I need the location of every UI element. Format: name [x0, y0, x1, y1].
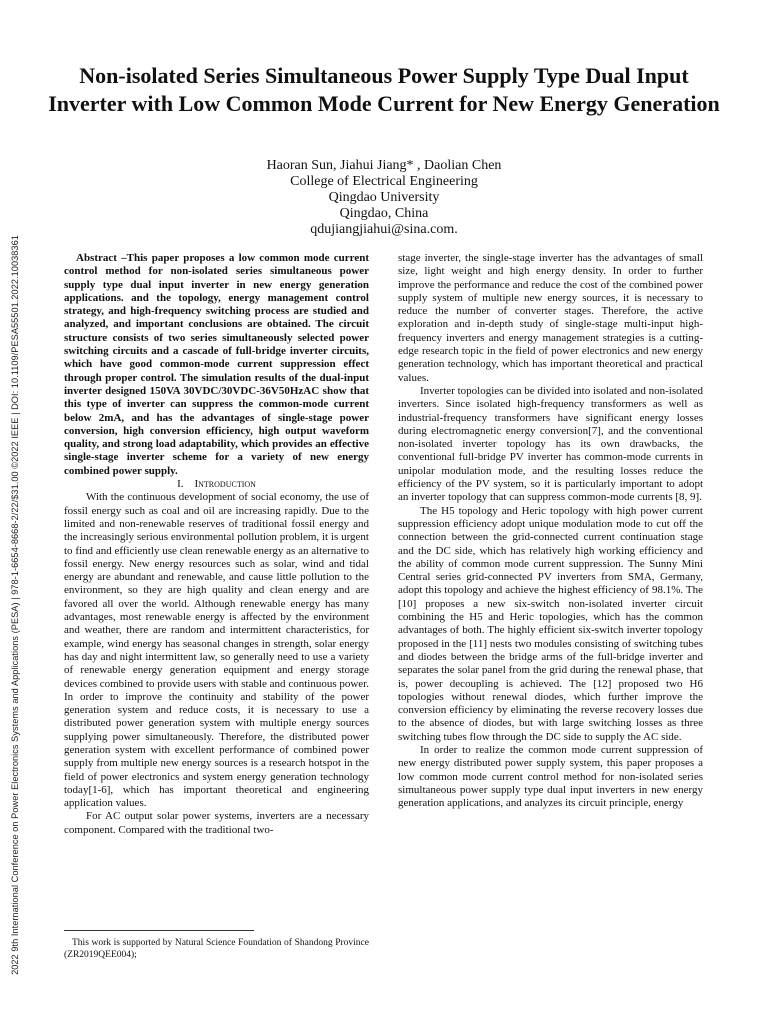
affiliation-college: College of Electrical Engineering: [290, 174, 478, 189]
affiliation-university: Qingdao University: [328, 190, 440, 205]
paragraph: With the continuous development of social economy, the use of fossil energy such as coal and oil are increasing rapidly. Due to the limited and non-renewable reserves of traditional fossil energy and the increasingly serious environmental pollution problem, it is urgent to find and efficiently use clean renewable energy as an alternative to fossil energy. New energy resources such as solar, wind and tidal energy are abundant and renewable, and cause little pollution to the environment, so they are high quality and clean energy and are favored all over the world. Although renewable energy has many advantages, most renewable energy is affected by the environment and weather, there are random and intermittent characteristics, for example, wind energy has seasonal changes in strength, solar energy has day and night intermittent law, so generally need to use a variety of renewable energy generation equipment and energy storage devices combined to provide users with stable and continuous power. In order to improve the continuity and stability of the power generation system and reduce costs, it is necessary to use a distributed power generation system with multiple energy sources supplying power simultaneously. Therefore, the distributed power generation system with excellent performance of combined power supply from multiple new energy sources is a research hotspot in the field of power electronics and system energy generation technology today[1-6], which has important theoretical and engineering application values.: [64, 491, 369, 810]
conference-citation: 2022 9th International Conference on Power Electronics Systems and Applications (PESA) | 978-1-6654-8668-2/22/$31.00 ©2022 IEEE | DOI: 10.1109/PESA55501.2022.10038361: [10, 235, 20, 975]
section-heading-introduction: [64, 478, 369, 491]
author-block: [184, 158, 584, 238]
affiliation-location: Qingdao, China: [339, 206, 429, 221]
footnote: This work is supported by Natural Science Foundation of Shandong Province (ZR2019QEE004);: [64, 938, 369, 960]
section-title: Introduction: [194, 478, 256, 491]
author-email: qdujiangjiahui@sina.com.: [310, 222, 458, 237]
paragraph: The H5 topology and Heric topology with high power current suppression efficiency adopt unique modulation mode to cut off the connection between the grid-connected current continuation stage and the DC side, which has relatively high working efficiency and the ability of common mode current suppression. The Sunny Mini Central series grid-connected PV inverters from SMA, Germany, adopt this topology and achieve the highest efficiency of 98.1%. The [10] proposes a new six-switch non-isolated inverter circuit combining the H5 and Heric topologies, which has the common advantages of both. The highly efficient six-switch inverter topology proposed in the [11] nests two modules consisting of switching tubes and diodes between the bridge arms of the full-bridge inverter and separates the solar panel from the grid during the renewal phase, that is, power decoupling is achieved. The [12] proposed two H6 topologies without renewal diodes, which further improve the conversion efficiency by eliminating the reverse recovery losses due to the absence of diodes, but with large switching losses as three switching tubes flow through the DC side to supply the AC side.: [398, 504, 703, 743]
section-number: I.: [177, 478, 184, 491]
paragraph: stage inverter, the single-stage inverter has the advantages of small size, light weight and high energy density. In order to further improve the performance and reduce the cost of the combined power supply system of multiple new energy sources, it is necessary to reduce the number of converter stages. Therefore, the active exploration and in-depth study of single-stage multi-input high-frequency inverters and energy management strategies is a cutting-edge research topic in the field of power electronics and new energy generation technology, which has important theoretical and practical values.: [398, 252, 703, 384]
left-column: [64, 252, 369, 837]
footnote-divider: [64, 930, 254, 931]
conference-sidebar: [8, 235, 22, 975]
paragraph: Inverter topologies can be divided into isolated and non-isolated inverters. Since isolated high-frequency transformers as well as industrial-frequency transformers have significant energy losses during electromagnetic energy conversion[7], and the conventional non-isolated inverter topology has its own drawbacks, the conventional full-bridge PV inverter has common-mode currents in unipolar modulation mode, and the resulting losses reduce the efficiency of the PV system, so it is particularly important to adopt an inverter topology that can suppress common-mode currents [8, 9].: [398, 384, 703, 504]
right-column: [398, 252, 703, 810]
paper-title: Non-isolated Series Simultaneous Power Supply Type Dual Input Inverter with Low Common Mode Current for New Energy Generation: [48, 63, 720, 116]
paragraph: In order to realize the common mode current suppression of new energy distributed power supply system, this paper proposes a low common mode current control method for non-isolated series simultaneous power supply type dual input inverters in new energy generation applications, and analyzes its circuit principle, energy: [398, 743, 703, 810]
author-names: Haoran Sun, Jiahui Jiang* , Daolian Chen: [266, 158, 502, 173]
abstract: Abstract –This paper proposes a low common mode current control method for non-isolated series simultaneous power supply type dual input inverter in new energy generation applications. and the topology, energy management control strategy, and high-frequency switching process are studied and analyzed, and important conclusions are obtained. The circuit structure consists of two series simultaneously selected power switching circuits and a cascade of full-bridge inverter circuits, which have good common-mode current suppression effect through proper control. The simulation results of the dual-input inverter designed 150VA 30VDC/30VDC-36V50HzAC show that this type of inverter can suppress the common-mode current below 2mA, and has the advantages of single-stage power conversion, high conversion efficiency, high output waveform quality, and strong load adaptability, which provides an effective single-stage inverter scheme for a variety of new energy combined power supply.: [64, 252, 369, 477]
paragraph: For AC output solar power systems, inverters are a necessary component. Compared with the traditional two-: [64, 810, 369, 836]
